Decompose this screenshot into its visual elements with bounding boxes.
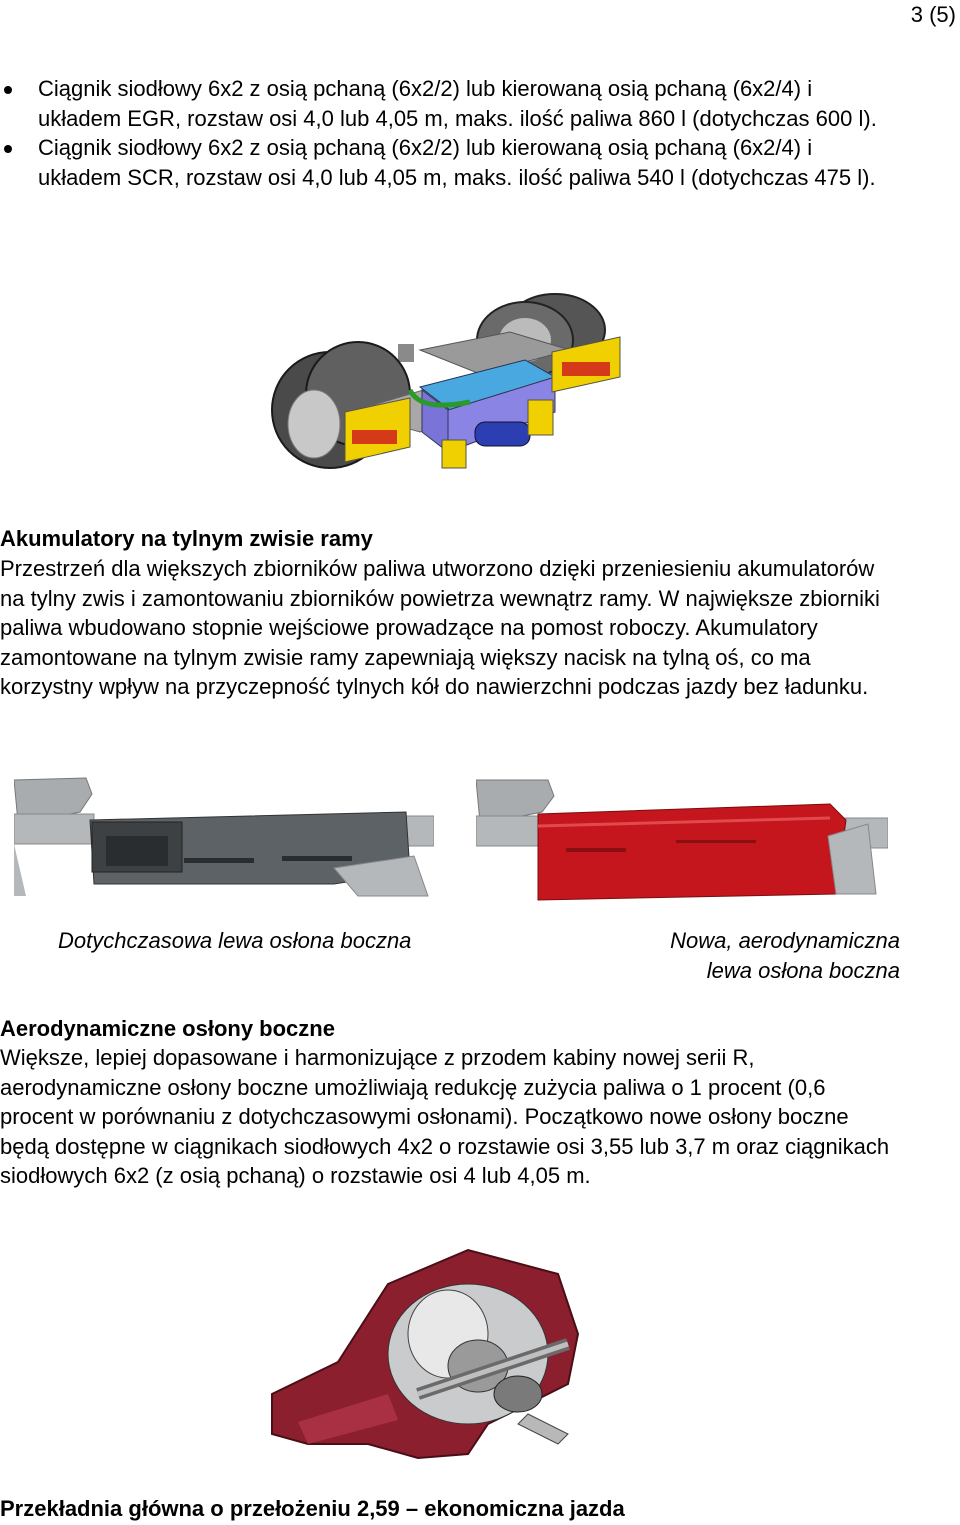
section-heading-batteries: Akumulatory na tylnym zwisie ramy [0, 526, 373, 551]
bullet-list [0, 74, 900, 192]
section-heading-final-drive: Przekładnia główna o przełożeniu 2,59 – ekonomiczna jazda [0, 1496, 625, 1521]
caption-old-side-cover: Dotychczasowa lewa osłona boczna [58, 928, 412, 953]
caption-new-side-cover-line2: lewa osłona boczna [706, 958, 900, 983]
caption-new-side-cover-line1: Nowa, aerodynamiczna [670, 928, 900, 953]
rear-frame-illustration [270, 282, 630, 497]
section-body-batteries: Przestrzeń dla większych zbiorników paliwa utworzono dzięki przeniesieniu akumulatorów na tylny zwis i zamontowaniu zbiorników powietrza wewnątrz ramy. W największe zbiorniki paliwa wbudowano stopnie wejściowe prowadzące na pomost roboczy. Akumulatory zamontowane na tylnym zwisie ramy zapewniają większy nacisk na tylną oś, co ma korzystny wpływ na przyczepność tylnych kół do nawierzchni podczas jazdy bez ładunku. [0, 556, 880, 699]
bullet-icon [4, 86, 12, 94]
rear-axle-illustration [268, 1244, 598, 1459]
bullet-item [0, 133, 900, 192]
section-heading-side-covers: Aerodynamiczne osłony boczne [0, 1016, 335, 1041]
page-number: 3 (5) [910, 2, 956, 27]
bullet-text: Ciągnik siodłowy 6x2 z osią pchaną (6x2/2) lub kierowaną osią pchaną (6x2/4) i układem SCR, rozstaw osi 4,0 lub 4,05 m, maks. ilość paliwa 540 l (dotychczas 475 l). [38, 135, 876, 190]
new-side-cover-illustration [476, 776, 888, 901]
old-side-cover-illustration [14, 772, 434, 897]
bullet-item [0, 74, 900, 133]
section-body-side-covers: Większe, lepiej dopasowane i harmonizujące z przodem kabiny nowej serii R, aerodynamiczne osłony boczne umożliwiają redukcję zużycia paliwa o 1 procent (0,6 procent w porównaniu z dotychczasowymi osłonami). Początkowo nowe osłony boczne będą dostępne w ciągnikach siodłowych 4x2 o rozstawie osi 3,55 lub 3,7 m oraz ciągnikach siodłowych 6x2 (z osią pchaną) o rozstawie osi 4 lub 4,05 m. [0, 1045, 890, 1188]
bullet-text: Ciągnik siodłowy 6x2 z osią pchaną (6x2/2) lub kierowaną osią pchaną (6x2/4) i układem EGR, rozstaw osi 4,0 lub 4,05 m, maks. ilość paliwa 860 l (dotychczas 600 l). [38, 76, 877, 131]
bullet-icon [4, 145, 12, 153]
